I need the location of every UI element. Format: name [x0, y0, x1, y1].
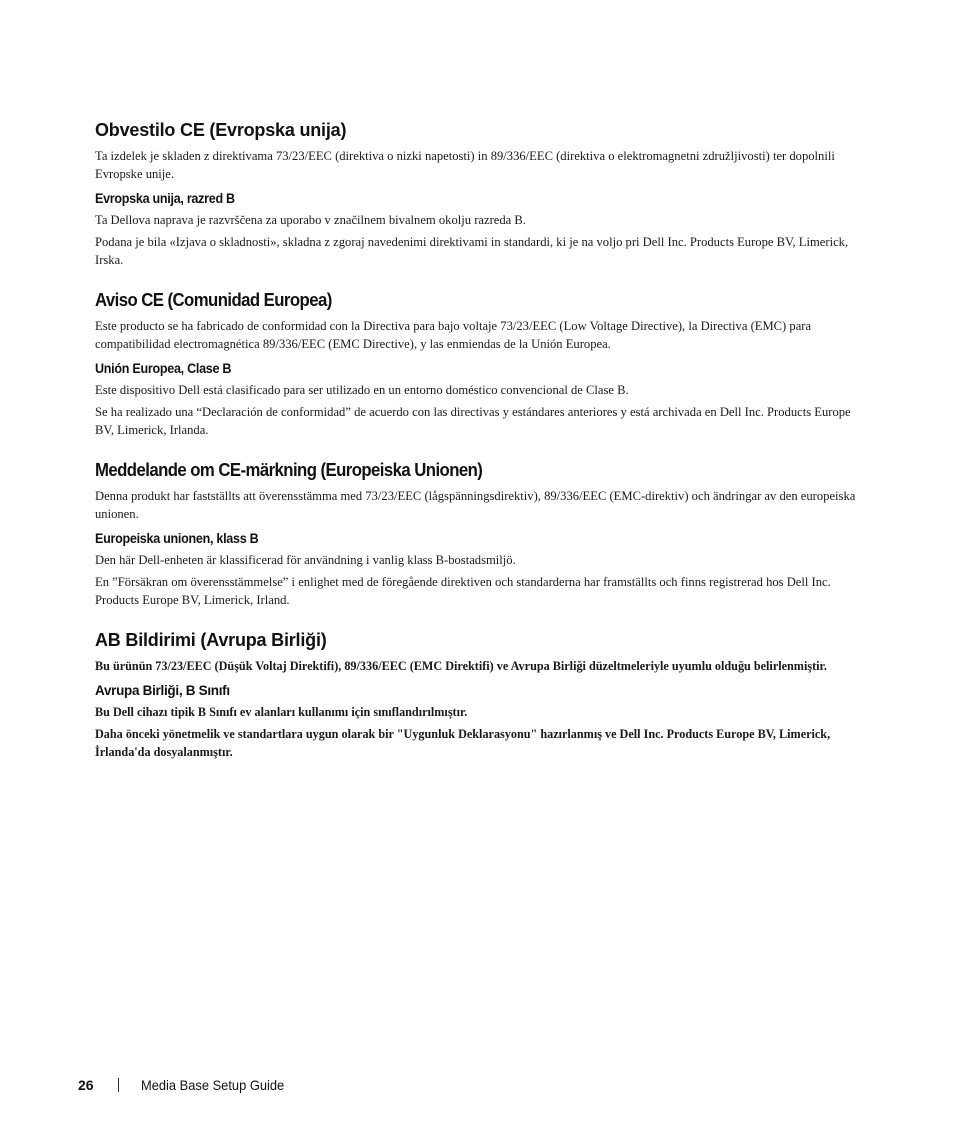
section-intro: Ta izdelek je skladen z direktivama 73/23/EEC (direktiva o nizki napetosti) in 89/336/EEC (direktiva o elektromagnetni združljivosti) ter dopolnili Evropske unije. — [95, 149, 835, 181]
section-paragraph: Daha önceki yönetmelik ve standartlara uygun olarak bir "Uygunluk Deklarasyonu" hazırlanmış ve Dell Inc. Products Europe BV, Limerick, İrlanda'da dosyalanmıştır. — [95, 727, 831, 759]
section-intro: Denna produkt har fastställts att överensstämma med 73/23/EEC (lågspänningsdirektiv), 89/336/EEC (EMC-direktiv) och ändringar av den europeiska unionen. — [95, 489, 856, 521]
section-subheading: Evropska unija, razred B — [95, 191, 235, 206]
section-subheading: Avrupa Birliği, B Sınıfı — [95, 683, 230, 698]
section-turkish — [95, 630, 865, 761]
section-heading: Aviso CE (Comunidad Europea) — [95, 290, 332, 310]
section-subheading: Europeiska unionen, klass B — [95, 531, 259, 546]
section-intro: Este producto se ha fabricado de conformidad con la Directiva para bajo voltaje 73/23/EEC (Low Voltage Directive), la Directiva (EMC) para compatibilidad electromagnética 89/336/EEC (EMC Directive), y las enmiendas de la Unión Europea. — [95, 319, 812, 351]
section-heading: Meddelande om CE-märkning (Europeiska Unionen) — [95, 460, 483, 480]
footer-divider — [118, 1078, 119, 1092]
section-swedish — [95, 460, 865, 609]
section-heading: AB Bildirimi (Avrupa Birliği) — [95, 630, 327, 650]
section-paragraph: Se ha realizado una “Declaración de conformidad” de acuerdo con las directivas y estándares anteriores y está archivada en Dell Inc. Products Europe BV, Limerick, Irlanda. — [95, 405, 851, 437]
section-paragraph: En ”Försäkran om överensstämmelse” i enlighet med de föregående direktiven och standarderna har framställts och finns registrerad hos Dell Inc. Products Europe BV, Limerick, Irland. — [95, 575, 831, 607]
section-slovenian — [95, 120, 865, 269]
section-subheading: Unión Europea, Clase B — [95, 361, 232, 376]
section-heading: Obvestilo CE (Evropska unija) — [95, 120, 347, 140]
guide-title: Media Base Setup Guide — [140, 1077, 284, 1093]
page-footer — [78, 1077, 296, 1093]
section-paragraph: Ta Dellova naprava je razvrščena za uporabo v značilnem bivalnem okolju razreda B. — [95, 213, 526, 227]
section-intro: Bu ürünün 73/23/EEC (Düşük Voltaj Direktifi), 89/336/EEC (EMC Direktifi) ve Avrupa Birliği düzeltmeleriyle uyumlu olduğu belirlenmiştir. — [95, 659, 827, 673]
section-paragraph: Bu Dell cihazı tipik B Sınıfı ev alanları kullanımı için sınıflandırılmıştır. — [95, 705, 468, 719]
section-paragraph: Podana je bila «Izjava o skladnosti», skladna z zgoraj navedenimi direktivami in standardi, ki je na voljo pri Dell Inc. Products Europe BV, Limerick, Irska. — [95, 235, 849, 267]
page-content — [95, 120, 865, 782]
section-paragraph: Den här Dell-enheten är klassificerad för användning i vanlig klass B-bostadsmiljö. — [95, 553, 516, 567]
section-paragraph: Este dispositivo Dell está clasificado para ser utilizado en un entorno doméstico convencional de Clase B. — [95, 383, 629, 397]
section-spanish — [95, 290, 865, 439]
page-number: 26 — [78, 1077, 94, 1093]
